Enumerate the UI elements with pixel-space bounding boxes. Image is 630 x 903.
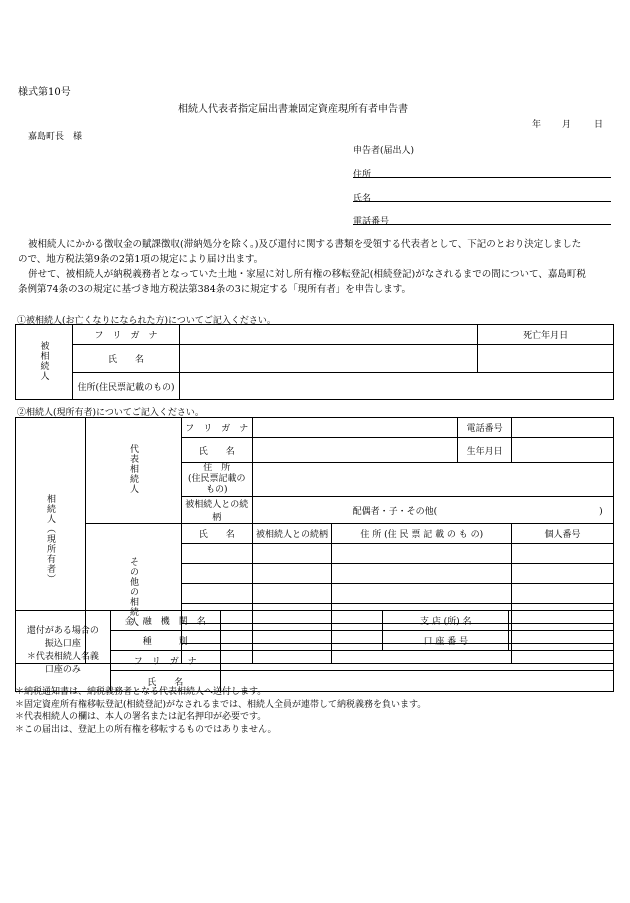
note-item: ＊納税通知書は、納税義務者となる代表相続人へ送付します。 [15, 687, 267, 697]
refund-label-4: 口座のみ [44, 665, 81, 675]
refund-label [16, 611, 111, 692]
holder-name-label: 氏 名 [110, 671, 220, 692]
bank-name-field[interactable] [220, 611, 383, 631]
heirs-side-label: 相続人（現所有者） [16, 418, 86, 664]
declarant-phone-field[interactable] [353, 224, 611, 225]
rep-birth-label: 生年月日 [458, 438, 512, 463]
deceased-table [15, 324, 614, 400]
col-address-header: 住 所 (住 民 票 記 載 の も の) [332, 524, 512, 544]
rep-phone-field[interactable] [512, 418, 614, 438]
refund-table [15, 610, 614, 692]
rep-address-field[interactable] [252, 463, 613, 497]
declarant-name-label: 氏名 [353, 194, 372, 204]
refund-label-2: 振込口座 [44, 639, 81, 649]
death-date-label: 死亡年月日 [478, 325, 614, 345]
deceased-name-field[interactable] [179, 345, 477, 373]
date-year-label: 年 [532, 120, 542, 130]
account-number-field[interactable] [509, 631, 614, 651]
col-number-header: 個人番号 [512, 524, 614, 544]
account-number-label: 口 座 番 号 [383, 631, 509, 651]
para2-line2: 条例第74条の3の規定に基づき地方税法第384条の3に規定する「現所有者」を申告します。 [18, 284, 412, 295]
notes [15, 686, 426, 736]
other-heirs-label: その他の相続人 [86, 524, 182, 664]
branch-name-label: 支 店 (所) 名 [383, 611, 509, 631]
para2-line1: 併せて、被相続人が納税義務者となっていた土地・家屋に対し所有権の移転登記(相続登記)がなされるまでの間について、嘉島町税 [28, 269, 586, 280]
form-title: 相続人代表者指定届出書兼固定資産現所有者申告書 [178, 104, 408, 115]
holder-furigana-label: フ リ ガ ナ [110, 651, 220, 671]
deceased-side-label: 被相続人 [16, 325, 73, 400]
note-item: ＊この届出は、登記上の所有権を移転するものではありません。 [15, 724, 277, 735]
declarant-address-label: 住所 [353, 170, 372, 180]
note-item: ＊代表相続人の欄は、本人の署名または記名押印が必要です。 [15, 712, 267, 722]
form-number: 様式第10号 [18, 87, 71, 98]
rep-birth-field[interactable] [512, 438, 614, 463]
rep-relation-options[interactable]: 配偶者・子・その他( ) [252, 497, 613, 524]
account-type-field[interactable] [220, 631, 383, 651]
rep-address-label [182, 463, 253, 497]
declarant-address-field[interactable] [353, 177, 611, 178]
rep-address-label-1: 住 所 [203, 463, 231, 473]
note-item: ＊固定資産所有権移転登記(相続登記)がなされるまでは、相続人全員が連帯して納税義務を負います。 [15, 699, 427, 710]
deceased-address-label: 住所(住民票記載のもの) [73, 373, 180, 400]
addressee: 嘉島町長 様 [28, 132, 83, 142]
declarant-name-field[interactable] [353, 201, 611, 202]
para1-line1: 被相続人にかかる徴収金の賦課徴収(滞納処分を除く。)及び還付に関する書類を受領する代表者として、下記のとおり決定しました [28, 239, 582, 250]
date-month-label: 月 [562, 120, 572, 130]
account-type-label: 種 別 [110, 631, 220, 651]
rep-furigana-field[interactable] [252, 418, 458, 438]
branch-name-field[interactable] [509, 611, 614, 631]
deceased-name-label: 氏 名 [73, 345, 180, 373]
rep-phone-label: 電話番号 [458, 418, 512, 438]
declarant-phone-label: 電話番号 [353, 217, 390, 227]
declaration-text [18, 237, 618, 297]
para1-line2: ので、地方税法第9条の2第1項の規定により届け出ます。 [18, 254, 264, 265]
deceased-address-field[interactable] [179, 373, 613, 400]
deceased-furigana-label: フ リ ガ ナ [73, 325, 180, 345]
rep-name-label: 氏 名 [182, 438, 253, 463]
holder-furigana-field[interactable] [220, 651, 613, 671]
refund-label-1: 還付がある場合の [26, 626, 99, 636]
death-date-field[interactable] [478, 345, 614, 373]
rep-furigana-label: フ リ ガ ナ [182, 418, 253, 438]
refund-label-3: ＊代表相続人名義 [26, 652, 99, 662]
section2-heading: ②相続人(現所有者)についてご記入ください。 [17, 408, 204, 418]
deceased-furigana-field[interactable] [179, 325, 477, 345]
rep-name-field[interactable] [252, 438, 458, 463]
rep-relation-label: 被相続人との続柄 [182, 497, 253, 524]
representative-label: 代表相続人 [86, 418, 182, 524]
col-name-header: 氏 名 [182, 524, 253, 544]
section1-heading: ①被相続人(お亡くなりになられた方)についてご記入ください。 [17, 316, 276, 326]
col-relation-header: 被相続人との続柄 [252, 524, 332, 544]
declarant-heading: 申告者(届出人) [353, 146, 415, 156]
bank-name-label: 金 融 機 関 名 [110, 611, 220, 631]
date-day-label: 日 [594, 120, 604, 130]
rep-address-label-2: (住民票記載のもの) [188, 474, 246, 495]
